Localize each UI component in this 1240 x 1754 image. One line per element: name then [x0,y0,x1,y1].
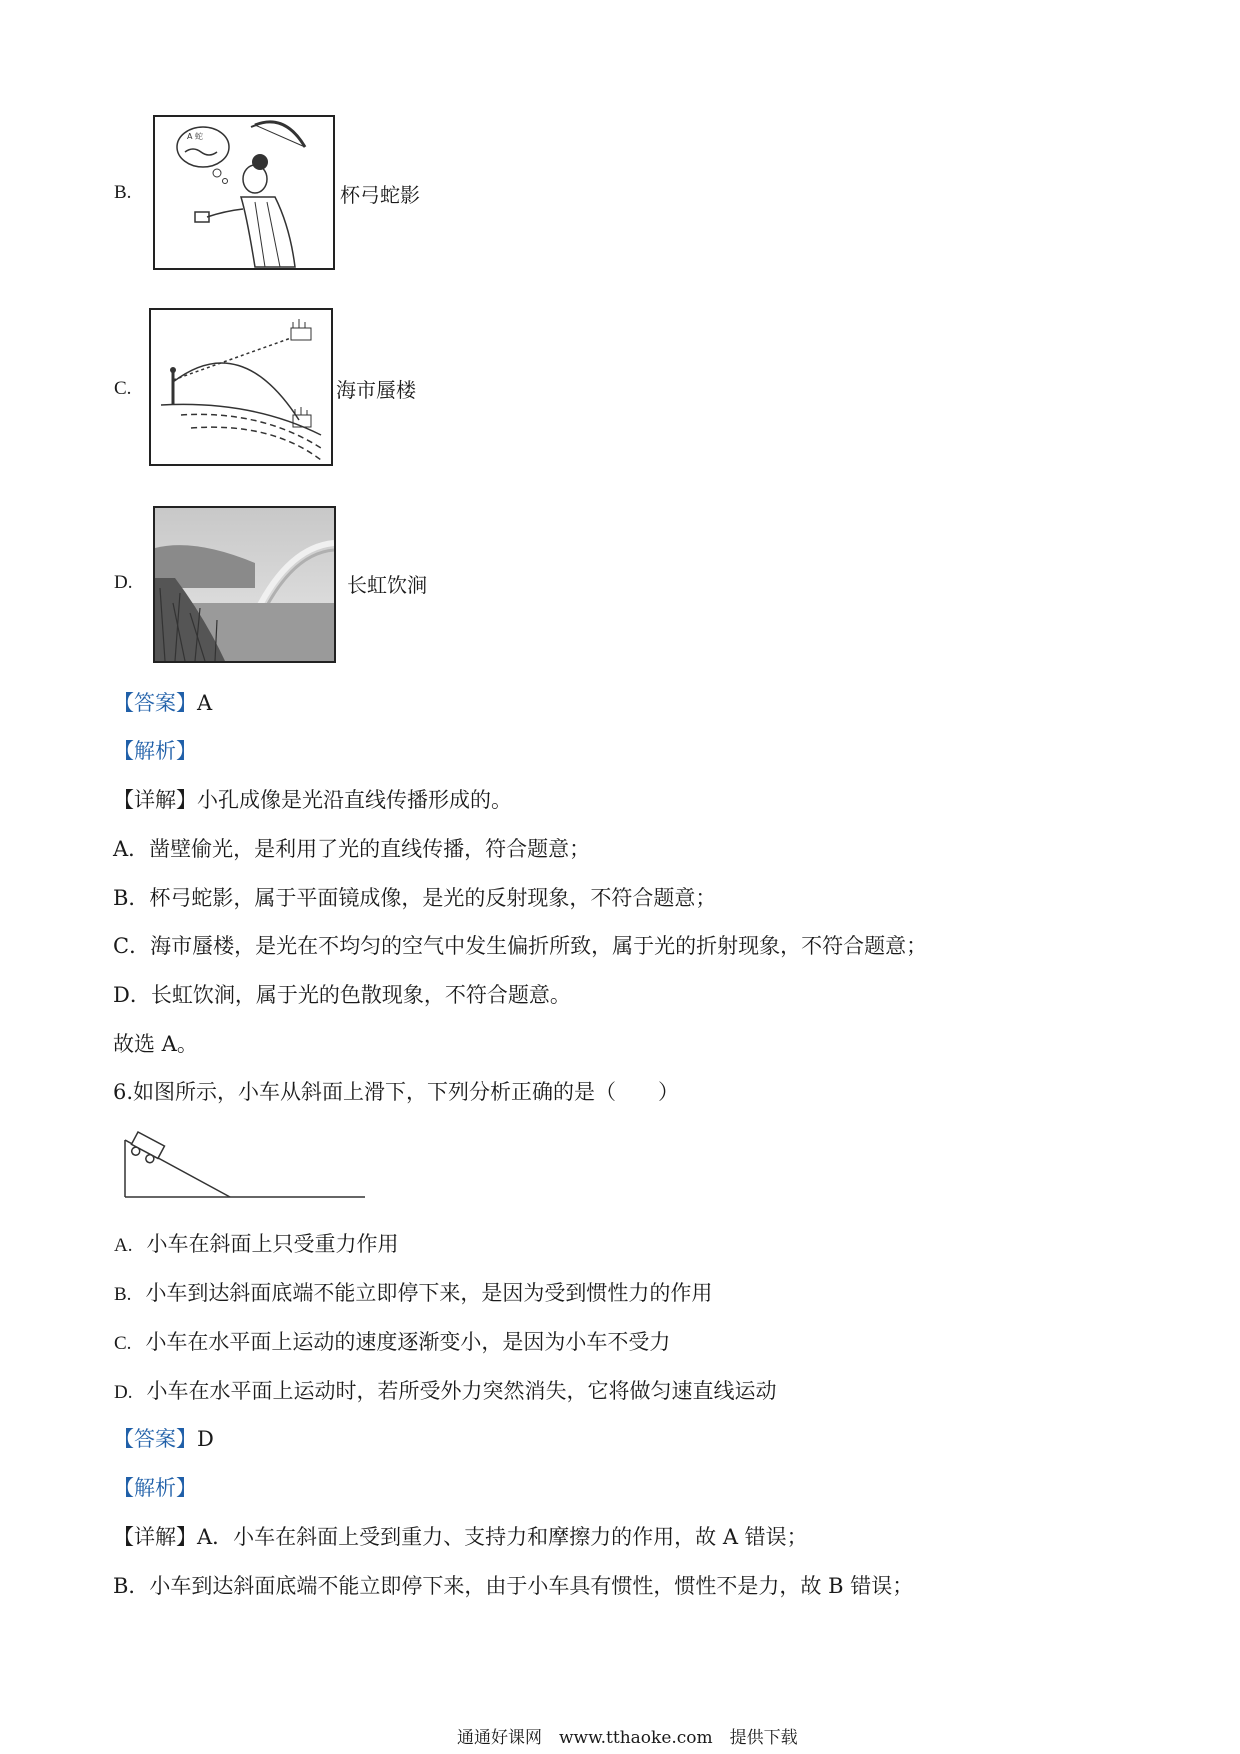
option-d-caption: 长虹饮涧 [347,573,427,597]
option-letter: D. [114,1382,133,1403]
analysis-tag: 【解析】 [113,1476,197,1500]
q5-detail [113,784,512,814]
q6-option-d [114,1375,776,1405]
illustration-rainbow [153,506,336,663]
q6-stem: 6.如图所示，小车从斜面上滑下，下列分析正确的是（ ） [113,1080,680,1104]
option-text: 小车在斜面上只受重力作用 [146,1232,399,1256]
option-text: 小车到达斜面底端不能立即停下来，是因为受到惯性力的作用 [145,1281,713,1305]
q5-analysis-tag [113,735,197,765]
incline-cart-figure [120,1120,370,1200]
answer-value: A [197,691,213,715]
q6-explain-b: B．小车到达斜面底端不能立即停下来，由于小车具有惯性，惯性不是力，故 B 错误； [113,1574,914,1598]
answer-tag: 【答案】 [113,1427,197,1451]
option-c-letter: C. [114,378,132,399]
option-d-letter: D. [114,572,133,593]
detail-tag: 【详解】 [113,1525,197,1549]
bubble-text: A 蛇 [187,132,204,141]
q6-option-b [114,1277,712,1307]
page-footer: 通通好课网 www.tthaoke.com 提供下载 [457,1728,798,1748]
q5-answer-line [113,687,212,717]
option-letter: B. [114,1284,132,1305]
option-text: 小车在水平面上运动时，若所受外力突然消失，它将做匀速直线运动 [146,1379,777,1403]
q5-explain-c: C．海市蜃楼，是光在不均匀的空气中发生偏折所致，属于光的折射现象，不符合题意； [113,934,928,958]
option-letter: A. [114,1235,133,1256]
q6-option-c [114,1326,670,1356]
analysis-tag: 【解析】 [113,739,197,763]
option-b-letter: B. [114,182,132,203]
detail-tag: 【详解】 [113,788,197,812]
answer-value: D [197,1427,214,1451]
q6-detail [113,1521,808,1551]
detail-text: 小孔成像是光沿直线传播形成的。 [197,788,512,812]
option-letter: C. [114,1333,132,1354]
q5-conclusion: 故选 A。 [113,1032,198,1056]
q6-analysis-tag [113,1472,197,1502]
option-text: 小车在水平面上运动的速度逐渐变小，是因为小车不受力 [145,1330,671,1354]
option-c-caption: 海市蜃楼 [336,378,416,402]
detail-text: A．小车在斜面上受到重力、支持力和摩擦力的作用，故 A 错误； [197,1525,808,1549]
q5-explain-d: D．长虹饮涧，属于光的色散现象，不符合题意。 [113,983,571,1007]
q5-explain-a: A．凿壁偷光，是利用了光的直线传播，符合题意； [113,837,591,861]
option-b-caption: 杯弓蛇影 [340,183,420,207]
illustration-cup-bow-snake [153,115,335,270]
illustration-mirage [149,308,333,466]
answer-tag: 【答案】 [113,691,197,715]
q6-option-a [114,1228,398,1258]
q5-explain-b: B．杯弓蛇影，属于平面镜成像，是光的反射现象，不符合题意； [113,886,717,910]
q6-answer-line [113,1423,214,1453]
